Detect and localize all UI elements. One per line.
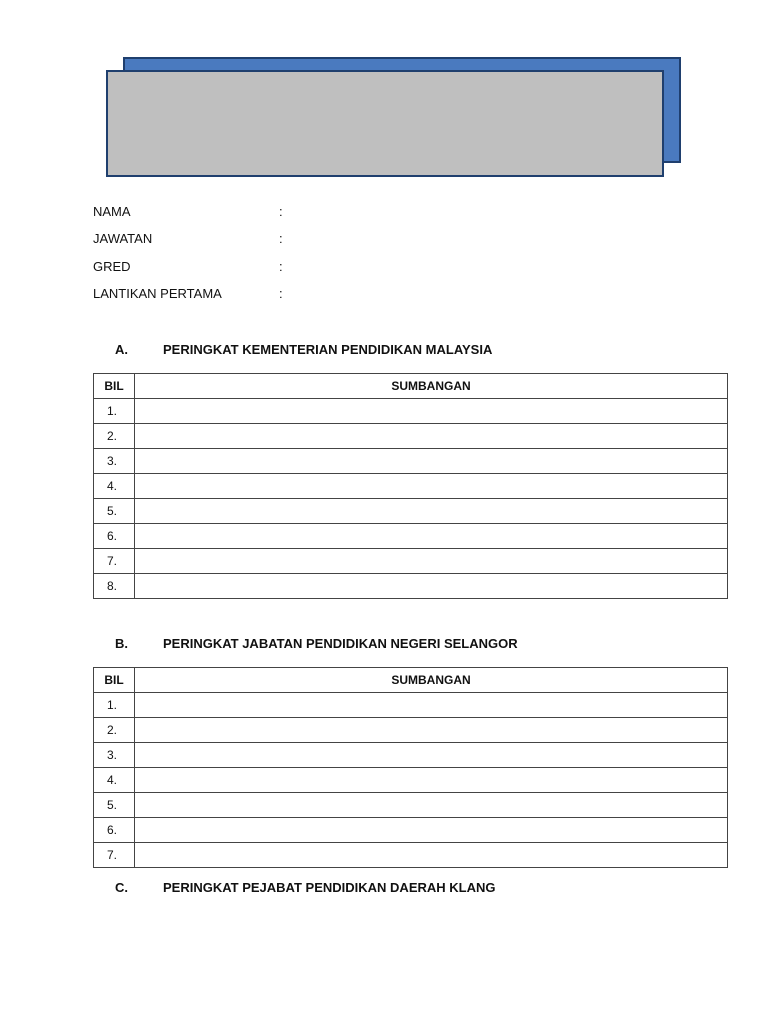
row-number: 2. <box>94 718 135 743</box>
sumbangan-cell[interactable] <box>135 768 728 793</box>
field-label: LANTIKAN PERTAMA <box>93 286 222 301</box>
section-title: PERINGKAT PEJABAT PENDIDIKAN DAERAH KLANG <box>163 880 496 895</box>
bil-header: BIL <box>94 668 135 693</box>
table-row <box>94 693 728 718</box>
sumbangan-cell[interactable] <box>135 549 728 574</box>
section-letter: C. <box>115 880 128 895</box>
sumbangan-header: SUMBANGAN <box>135 668 728 693</box>
row-number: 7. <box>94 843 135 868</box>
table-row <box>94 549 728 574</box>
row-number: 6. <box>94 524 135 549</box>
section-title: PERINGKAT JABATAN PENDIDIKAN NEGERI SELANGOR <box>163 636 518 651</box>
banner-title-box <box>106 70 664 177</box>
row-number: 3. <box>94 449 135 474</box>
sumbangan-cell[interactable] <box>135 843 728 868</box>
field-colon: : <box>279 231 283 246</box>
sumbangan-cell[interactable] <box>135 693 728 718</box>
table-header-row <box>94 374 728 399</box>
table-row <box>94 743 728 768</box>
field-colon: : <box>279 204 283 219</box>
row-number: 1. <box>94 693 135 718</box>
row-number: 1. <box>94 399 135 424</box>
table-row <box>94 574 728 599</box>
table-row <box>94 793 728 818</box>
table-row <box>94 524 728 549</box>
sumbangan-cell[interactable] <box>135 449 728 474</box>
row-number: 7. <box>94 549 135 574</box>
sumbangan-cell[interactable] <box>135 499 728 524</box>
table-row <box>94 768 728 793</box>
sumbangan-cell[interactable] <box>135 818 728 843</box>
section-a-table <box>93 373 728 599</box>
field-label: JAWATAN <box>93 231 153 246</box>
row-number: 3. <box>94 743 135 768</box>
field-colon: : <box>279 259 283 274</box>
section-b-table <box>93 667 728 868</box>
row-number: 5. <box>94 499 135 524</box>
sumbangan-cell[interactable] <box>135 793 728 818</box>
table-row <box>94 499 728 524</box>
section-title: PERINGKAT KEMENTERIAN PENDIDIKAN MALAYSIA <box>163 342 493 357</box>
sumbangan-cell[interactable] <box>135 424 728 449</box>
table-row <box>94 399 728 424</box>
sumbangan-cell[interactable] <box>135 574 728 599</box>
row-number: 5. <box>94 793 135 818</box>
sumbangan-cell[interactable] <box>135 474 728 499</box>
field-label: GRED <box>93 259 131 274</box>
section-letter: A. <box>115 342 128 357</box>
field-label: NAMA <box>93 204 131 219</box>
sumbangan-header: SUMBANGAN <box>135 374 728 399</box>
row-number: 6. <box>94 818 135 843</box>
bil-header: BIL <box>94 374 135 399</box>
section-letter: B. <box>115 636 128 651</box>
row-number: 4. <box>94 768 135 793</box>
sumbangan-cell[interactable] <box>135 524 728 549</box>
sumbangan-cell[interactable] <box>135 743 728 768</box>
table-row <box>94 818 728 843</box>
field-colon: : <box>279 286 283 301</box>
table-row <box>94 843 728 868</box>
table-row <box>94 449 728 474</box>
sumbangan-cell[interactable] <box>135 718 728 743</box>
table-row <box>94 474 728 499</box>
sumbangan-cell[interactable] <box>135 399 728 424</box>
row-number: 4. <box>94 474 135 499</box>
table-row <box>94 424 728 449</box>
row-number: 2. <box>94 424 135 449</box>
table-header-row <box>94 668 728 693</box>
table-row <box>94 718 728 743</box>
row-number: 8. <box>94 574 135 599</box>
